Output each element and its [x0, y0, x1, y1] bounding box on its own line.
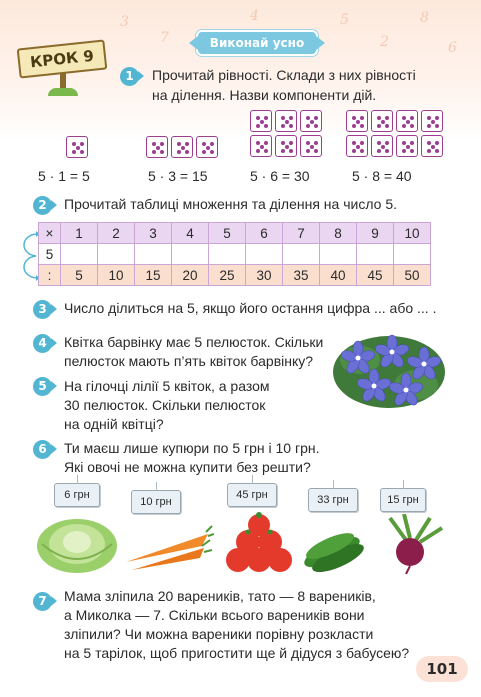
die-five	[421, 135, 443, 157]
page-number: 101	[416, 656, 468, 682]
task-number-4: 4	[33, 334, 52, 353]
die-pip	[435, 149, 439, 153]
die-five	[421, 110, 443, 132]
empty-cell	[320, 244, 357, 265]
die-pip	[202, 150, 206, 154]
empty-cell	[394, 244, 431, 265]
die-pip	[289, 149, 293, 153]
die-five	[250, 135, 272, 157]
die-pip	[264, 116, 268, 120]
product-cell: 20	[172, 265, 209, 286]
task-7-text-line-3: зліпили? Чи можна вареники порівну розкласти	[64, 626, 374, 642]
die-pip	[410, 149, 414, 153]
die-pip	[80, 142, 84, 146]
die-pip	[256, 116, 260, 120]
die-pip	[360, 116, 364, 120]
die-pip	[385, 149, 389, 153]
price-tag-carrots: 10 грн	[131, 490, 181, 514]
price-tag-cucumbers: 33 грн	[308, 488, 358, 512]
price-tag-tomatoes: 45 грн	[227, 483, 277, 507]
die-pip	[314, 141, 318, 145]
die-pip	[152, 142, 156, 146]
multiplier-cell: 5	[39, 244, 61, 265]
die-pip	[352, 124, 356, 128]
price-tag-beet: 15 грн	[380, 488, 426, 512]
die-pip	[381, 120, 385, 124]
die-pip	[260, 120, 264, 124]
header-cell: 7	[283, 223, 320, 244]
die-pip	[285, 145, 289, 149]
equation-4: 5 · 8 = 40	[352, 168, 412, 184]
equation-2: 5 · 3 = 15	[148, 168, 208, 184]
product-cell: 40	[320, 265, 357, 286]
empty-cell	[61, 244, 98, 265]
die-pip	[72, 150, 76, 154]
die-five	[346, 110, 368, 132]
dice-group-6	[250, 110, 330, 157]
die-pip	[264, 124, 268, 128]
empty-cell	[172, 244, 209, 265]
die-pip	[431, 145, 435, 149]
header-cell: 10	[394, 223, 431, 244]
die-pip	[264, 149, 268, 153]
step-sign	[18, 34, 106, 94]
die-five	[396, 110, 418, 132]
multiplication-table	[38, 222, 431, 286]
multiply-sign: ×	[39, 223, 61, 244]
die-pip	[406, 145, 410, 149]
die-pip	[202, 142, 206, 146]
die-pip	[402, 116, 406, 120]
carrots-image	[118, 524, 214, 574]
die-pip	[281, 141, 285, 145]
header-cell: 2	[98, 223, 135, 244]
header-cell: 8	[320, 223, 357, 244]
beet-image	[380, 514, 450, 574]
die-pip	[406, 120, 410, 124]
product-cell: 50	[394, 265, 431, 286]
die-pip	[281, 149, 285, 153]
divide-sign: :	[39, 265, 61, 286]
die-pip	[377, 116, 381, 120]
periwinkle-flowers-image	[330, 330, 448, 410]
die-pip	[427, 124, 431, 128]
die-pip	[314, 116, 318, 120]
die-pip	[427, 141, 431, 145]
die-pip	[360, 141, 364, 145]
die-five	[300, 135, 322, 157]
die-five	[371, 135, 393, 157]
die-pip	[356, 145, 360, 149]
die-five	[171, 136, 193, 158]
tomatoes-image	[222, 512, 296, 574]
die-pip	[377, 149, 381, 153]
task-6-text-line-1: Ти маєш лише купюри по 5 грн і 10 грн.	[64, 440, 320, 456]
die-pip	[285, 120, 289, 124]
die-pip	[181, 146, 185, 150]
die-pip	[402, 149, 406, 153]
decor-digit: 7	[160, 30, 169, 46]
die-pip	[314, 149, 318, 153]
task-3-text: Число ділиться на 5, якщо його остання цифра ... або ... .	[64, 300, 437, 316]
empty-cell	[357, 244, 394, 265]
product-cell: 45	[357, 265, 394, 286]
die-five	[371, 110, 393, 132]
task-number-5: 5	[33, 377, 52, 396]
die-pip	[385, 124, 389, 128]
task-6-text-line-2: Які овочі не можна купити без решти?	[64, 459, 311, 475]
die-pip	[160, 150, 164, 154]
die-pip	[385, 141, 389, 145]
die-pip	[72, 142, 76, 146]
die-pip	[435, 124, 439, 128]
task-4-text-line-2: пелюсток мають п’ять квіток барвінку?	[64, 353, 314, 369]
product-cell: 10	[98, 265, 135, 286]
die-pip	[352, 149, 356, 153]
die-pip	[289, 124, 293, 128]
empty-cell	[283, 244, 320, 265]
decor-digit: 3	[120, 14, 129, 30]
equation-1: 5 · 1 = 5	[38, 168, 90, 184]
die-pip	[76, 146, 80, 150]
header-cell: 6	[246, 223, 283, 244]
die-pip	[306, 116, 310, 120]
die-pip	[80, 150, 84, 154]
die-pip	[356, 120, 360, 124]
die-pip	[306, 124, 310, 128]
die-pip	[435, 116, 439, 120]
die-pip	[410, 124, 414, 128]
decor-digit: 4	[250, 8, 259, 24]
task-number-6: 6	[33, 440, 52, 459]
task-1-text-line-1: Прочитай рівності. Склади з них рівності	[152, 67, 416, 83]
die-pip	[402, 141, 406, 145]
die-five	[196, 136, 218, 158]
task-number-7: 7	[33, 592, 52, 611]
die-five	[146, 136, 168, 158]
die-pip	[185, 142, 189, 146]
die-pip	[289, 141, 293, 145]
decor-digit: 2	[380, 34, 389, 50]
die-pip	[256, 141, 260, 145]
die-pip	[352, 141, 356, 145]
die-pip	[281, 116, 285, 120]
die-pip	[410, 141, 414, 145]
die-pip	[310, 120, 314, 124]
product-cell: 5	[61, 265, 98, 286]
step-label: КРОК 9	[17, 39, 108, 78]
decor-digit: 5	[340, 12, 349, 28]
die-five	[346, 135, 368, 157]
do-orally-banner: Виконай усно	[198, 32, 316, 54]
task-number-2: 2	[33, 196, 52, 215]
die-pip	[256, 149, 260, 153]
die-five	[300, 110, 322, 132]
product-cell: 15	[135, 265, 172, 286]
die-pip	[306, 141, 310, 145]
empty-cell	[98, 244, 135, 265]
task-5-text-line-3: на одній квітці?	[64, 416, 164, 432]
task-2-text: Прочитай таблиці множення та ділення на число 5.	[64, 196, 397, 212]
die-pip	[152, 150, 156, 154]
die-pip	[410, 116, 414, 120]
header-cell: 3	[135, 223, 172, 244]
die-pip	[185, 150, 189, 154]
die-pip	[281, 124, 285, 128]
equation-3: 5 · 6 = 30	[250, 168, 310, 184]
die-pip	[210, 150, 214, 154]
die-pip	[310, 145, 314, 149]
task-7-text-line-4: на 5 тарілок, щоб пригостити ще й дідуся з бабусею?	[64, 645, 410, 661]
die-five	[66, 136, 88, 158]
cabbage-image	[32, 514, 122, 574]
die-pip	[289, 116, 293, 120]
product-cell: 30	[246, 265, 283, 286]
task-5-text-line-1: На гілочці лілії 5 квіток, а разом	[64, 378, 270, 394]
die-pip	[402, 124, 406, 128]
die-pip	[431, 120, 435, 124]
header-cell: 9	[357, 223, 394, 244]
task-number-3: 3	[33, 300, 52, 319]
die-five	[250, 110, 272, 132]
header-cell: 1	[61, 223, 98, 244]
product-cell: 25	[209, 265, 246, 286]
decor-digit: 8	[420, 10, 429, 26]
task-4-text-line-1: Квітка барвінку має 5 пелюсток. Скільки	[64, 334, 324, 350]
product-cell: 35	[283, 265, 320, 286]
header-cell: 4	[172, 223, 209, 244]
dice-group-8	[346, 110, 450, 157]
table-arrows	[16, 226, 40, 286]
die-pip	[206, 146, 210, 150]
sign-grass	[48, 88, 78, 96]
die-pip	[385, 116, 389, 120]
die-pip	[435, 141, 439, 145]
dice-group-1	[66, 136, 91, 158]
cucumbers-image	[302, 522, 368, 572]
task-7-text-line-1: Мама зліпила 20 вареників, тато — 8 вареників,	[64, 588, 376, 604]
task-number-1: 1	[120, 67, 139, 86]
task-1-text-line-2: на ділення. Назви компоненти дій.	[152, 87, 377, 103]
empty-cell	[209, 244, 246, 265]
die-pip	[360, 149, 364, 153]
price-tag-cabbage: 6 грн	[54, 483, 100, 507]
die-five	[396, 135, 418, 157]
die-pip	[427, 116, 431, 120]
die-pip	[156, 146, 160, 150]
die-pip	[352, 116, 356, 120]
empty-cell	[246, 244, 283, 265]
dice-group-3	[146, 136, 226, 158]
empty-cell	[135, 244, 172, 265]
die-pip	[377, 141, 381, 145]
die-pip	[377, 124, 381, 128]
die-pip	[260, 145, 264, 149]
die-pip	[306, 149, 310, 153]
die-pip	[256, 124, 260, 128]
die-pip	[177, 150, 181, 154]
die-pip	[381, 145, 385, 149]
die-pip	[264, 141, 268, 145]
die-pip	[360, 124, 364, 128]
header-cell: 5	[209, 223, 246, 244]
die-five	[275, 135, 297, 157]
die-pip	[427, 149, 431, 153]
task-7-text-line-2: а Миколка — 7. Скільки всього вареників вони	[64, 607, 365, 623]
die-pip	[210, 142, 214, 146]
die-five	[275, 110, 297, 132]
decor-digit: 6	[448, 40, 457, 56]
task-5-text-line-2: 30 пелюсток. Скільки пелюсток	[64, 397, 266, 413]
die-pip	[160, 142, 164, 146]
die-pip	[177, 142, 181, 146]
die-pip	[314, 124, 318, 128]
